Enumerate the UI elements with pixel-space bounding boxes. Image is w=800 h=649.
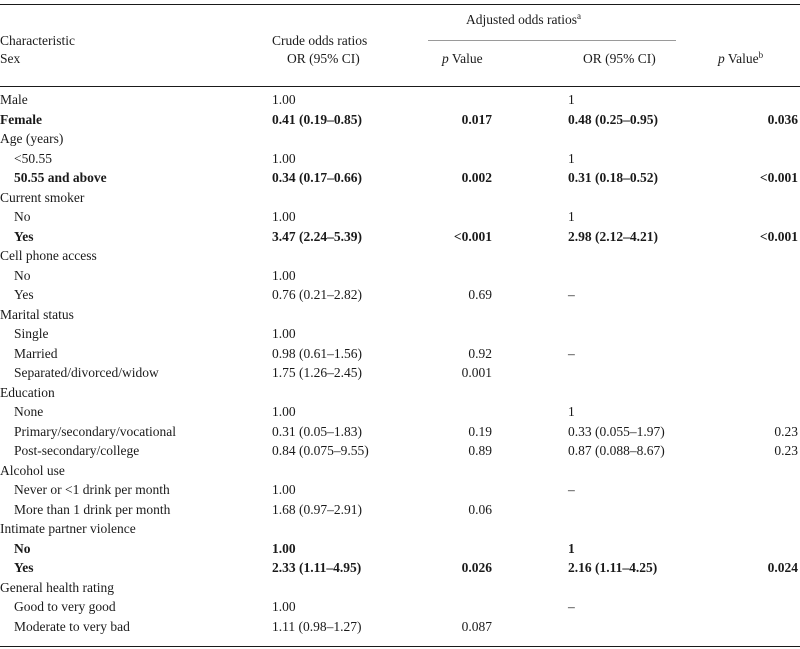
crude-or-cell: 1.11 (0.98–1.27)	[272, 618, 362, 634]
adjusted-p-value-cell: <0.001	[759, 170, 798, 185]
table-row	[0, 149, 800, 169]
row-label: Yes	[14, 560, 34, 575]
crude-p-value-cell: 0.92	[468, 345, 492, 361]
table-row	[0, 324, 800, 344]
row-label: Yes	[14, 228, 34, 244]
row-label: Separated/divorced/widow	[14, 365, 159, 380]
header-p-value2	[718, 50, 763, 68]
p2-italic: p	[718, 51, 725, 66]
adjusted-p-value-cell: 0.23	[774, 443, 798, 458]
crude-or-cell: 0.98 (0.61–1.56)	[272, 345, 362, 361]
table-row	[0, 90, 800, 110]
row-label: Male	[0, 92, 28, 107]
adjusted-or-cell: 0.87 (0.088–8.67)	[568, 443, 665, 458]
row-label: Primary/secondary/vocational	[14, 423, 176, 439]
row-label: Cell phone access	[0, 248, 97, 263]
adjusted-or-cell: 1	[568, 92, 575, 107]
table-row	[0, 246, 800, 266]
crude-or-cell: 1.00	[272, 540, 296, 556]
table-row	[0, 558, 800, 578]
header-p-value	[442, 50, 483, 68]
table-row	[0, 539, 800, 559]
row-label: None	[14, 404, 44, 419]
adjusted-p-value-cell: 0.23	[774, 423, 798, 439]
table-row	[0, 461, 800, 481]
table-row	[0, 617, 800, 637]
footnote-a-marker: a	[577, 11, 581, 21]
table-row	[0, 363, 800, 383]
header-crude-line1: Crude odds ratios	[272, 33, 368, 48]
crude-or-cell: 0.31 (0.05–1.83)	[272, 423, 362, 439]
row-label: Education	[0, 384, 55, 400]
crude-p-value-cell: 0.69	[468, 287, 492, 302]
adjusted-p-value-cell: 0.024	[767, 560, 798, 575]
header-characteristic: Characteristic	[0, 33, 75, 48]
crude-or-cell: 3.47 (2.24–5.39)	[272, 228, 362, 244]
table-row	[0, 480, 800, 500]
table-row	[0, 266, 800, 286]
crude-p-value-cell: 0.026	[461, 560, 492, 575]
header-p-value2-text: Value	[724, 51, 759, 66]
header-adjusted-text: Adjusted odds ratios	[466, 12, 577, 27]
row-label: Never or <1 drink per month	[14, 482, 170, 497]
crude-or-cell: 0.41 (0.19–0.85)	[272, 111, 362, 127]
adjusted-or-cell: –	[568, 345, 575, 361]
header-crude-line2: OR (95% CI)	[287, 51, 360, 66]
table-row	[0, 383, 800, 403]
crude-p-value-cell: 0.087	[461, 618, 492, 634]
table-row	[0, 441, 800, 461]
crude-or-cell: 1.00	[272, 599, 296, 614]
crude-or-cell: 0.76 (0.21–2.82)	[272, 287, 362, 302]
adjusted-or-cell: 0.31 (0.18–0.52)	[568, 170, 658, 185]
table-row	[0, 597, 800, 617]
adjusted-span-rule	[428, 40, 676, 41]
p-italic: p	[442, 51, 449, 66]
table-row	[0, 285, 800, 305]
row-label: 50.55 and above	[14, 170, 107, 185]
row-label: Good to very good	[14, 599, 116, 614]
row-label: Age (years)	[0, 131, 64, 146]
crude-or-cell: 1.00	[272, 482, 296, 497]
adjusted-or-cell: –	[568, 599, 575, 614]
crude-or-cell: 0.84 (0.075–9.55)	[272, 443, 369, 458]
row-label: Marital status	[0, 306, 74, 322]
row-label: <50.55	[14, 150, 52, 166]
header-p-value-text: Value	[448, 51, 483, 66]
crude-or-cell: 1.68 (0.97–2.91)	[272, 501, 362, 517]
adjusted-p-value-cell: <0.001	[759, 228, 798, 244]
crude-or-cell: 2.33 (1.11–4.95)	[272, 560, 362, 575]
adjusted-or-cell: 0.33 (0.055–1.97)	[568, 423, 665, 439]
row-label: Alcohol use	[0, 462, 65, 478]
table-row	[0, 402, 800, 422]
adjusted-or-cell: 2.98 (2.12–4.21)	[568, 228, 658, 244]
row-label: Intimate partner violence	[0, 521, 136, 536]
crude-or-cell: 1.00	[272, 404, 296, 419]
footnote-b-marker: b	[758, 50, 764, 60]
header-adjusted-or: OR (95% CI)	[583, 51, 656, 66]
table-row	[0, 344, 800, 364]
table-row	[0, 519, 800, 539]
row-label: No	[14, 209, 31, 224]
table-body	[0, 90, 800, 636]
crude-p-value-cell: 0.001	[461, 365, 492, 380]
table-row	[0, 110, 800, 130]
adjusted-or-cell: 2.16 (1.11–4.25)	[568, 560, 658, 575]
table-row	[0, 188, 800, 208]
crude-p-value-cell: 0.19	[468, 423, 492, 439]
header-bottom-rule	[0, 86, 800, 87]
table-top-rule	[0, 4, 800, 5]
adjusted-or-cell: –	[568, 287, 575, 302]
adjusted-or-cell: 1	[568, 540, 575, 556]
adjusted-or-cell: –	[568, 482, 575, 497]
row-label: Post-secondary/college	[14, 443, 140, 458]
crude-p-value-cell: 0.89	[468, 443, 492, 458]
table-row	[0, 422, 800, 442]
crude-or-cell: 1.00	[272, 150, 296, 166]
table-row	[0, 578, 800, 598]
row-label: Current smoker	[0, 189, 85, 205]
table-row	[0, 168, 800, 188]
row-label: General health rating	[0, 579, 114, 595]
adjusted-p-value-cell: 0.036	[767, 111, 798, 127]
adjusted-or-cell: 1	[568, 404, 575, 419]
header-sex: Sex	[0, 51, 21, 66]
crude-p-value-cell: 0.06	[468, 501, 492, 517]
row-label: More than 1 drink per month	[14, 501, 171, 517]
row-label: Moderate to very bad	[14, 618, 130, 634]
row-label: No	[14, 267, 31, 283]
row-label: Single	[14, 326, 49, 341]
crude-p-value-cell: 0.002	[461, 170, 492, 185]
table-row	[0, 305, 800, 325]
crude-or-cell: 1.00	[272, 267, 296, 283]
row-label: Female	[0, 111, 42, 127]
crude-or-cell: 1.00	[272, 92, 296, 107]
adjusted-or-cell: 1	[568, 209, 575, 224]
table-row	[0, 207, 800, 227]
table-row	[0, 129, 800, 149]
table-row	[0, 227, 800, 247]
adjusted-or-cell: 0.48 (0.25–0.95)	[568, 111, 658, 127]
header-adjusted	[466, 11, 581, 29]
crude-or-cell: 1.00	[272, 326, 296, 341]
crude-or-cell: 0.34 (0.17–0.66)	[272, 170, 362, 185]
row-label: No	[14, 540, 31, 556]
crude-or-cell: 1.75 (1.26–2.45)	[272, 365, 362, 380]
crude-p-value-cell: 0.017	[461, 111, 492, 127]
adjusted-or-cell: 1	[568, 150, 575, 166]
crude-p-value-cell: <0.001	[453, 228, 492, 244]
table-bottom-rule	[0, 646, 800, 647]
row-label: Married	[14, 345, 58, 361]
table-row	[0, 500, 800, 520]
crude-or-cell: 1.00	[272, 209, 296, 224]
row-label: Yes	[14, 287, 34, 302]
